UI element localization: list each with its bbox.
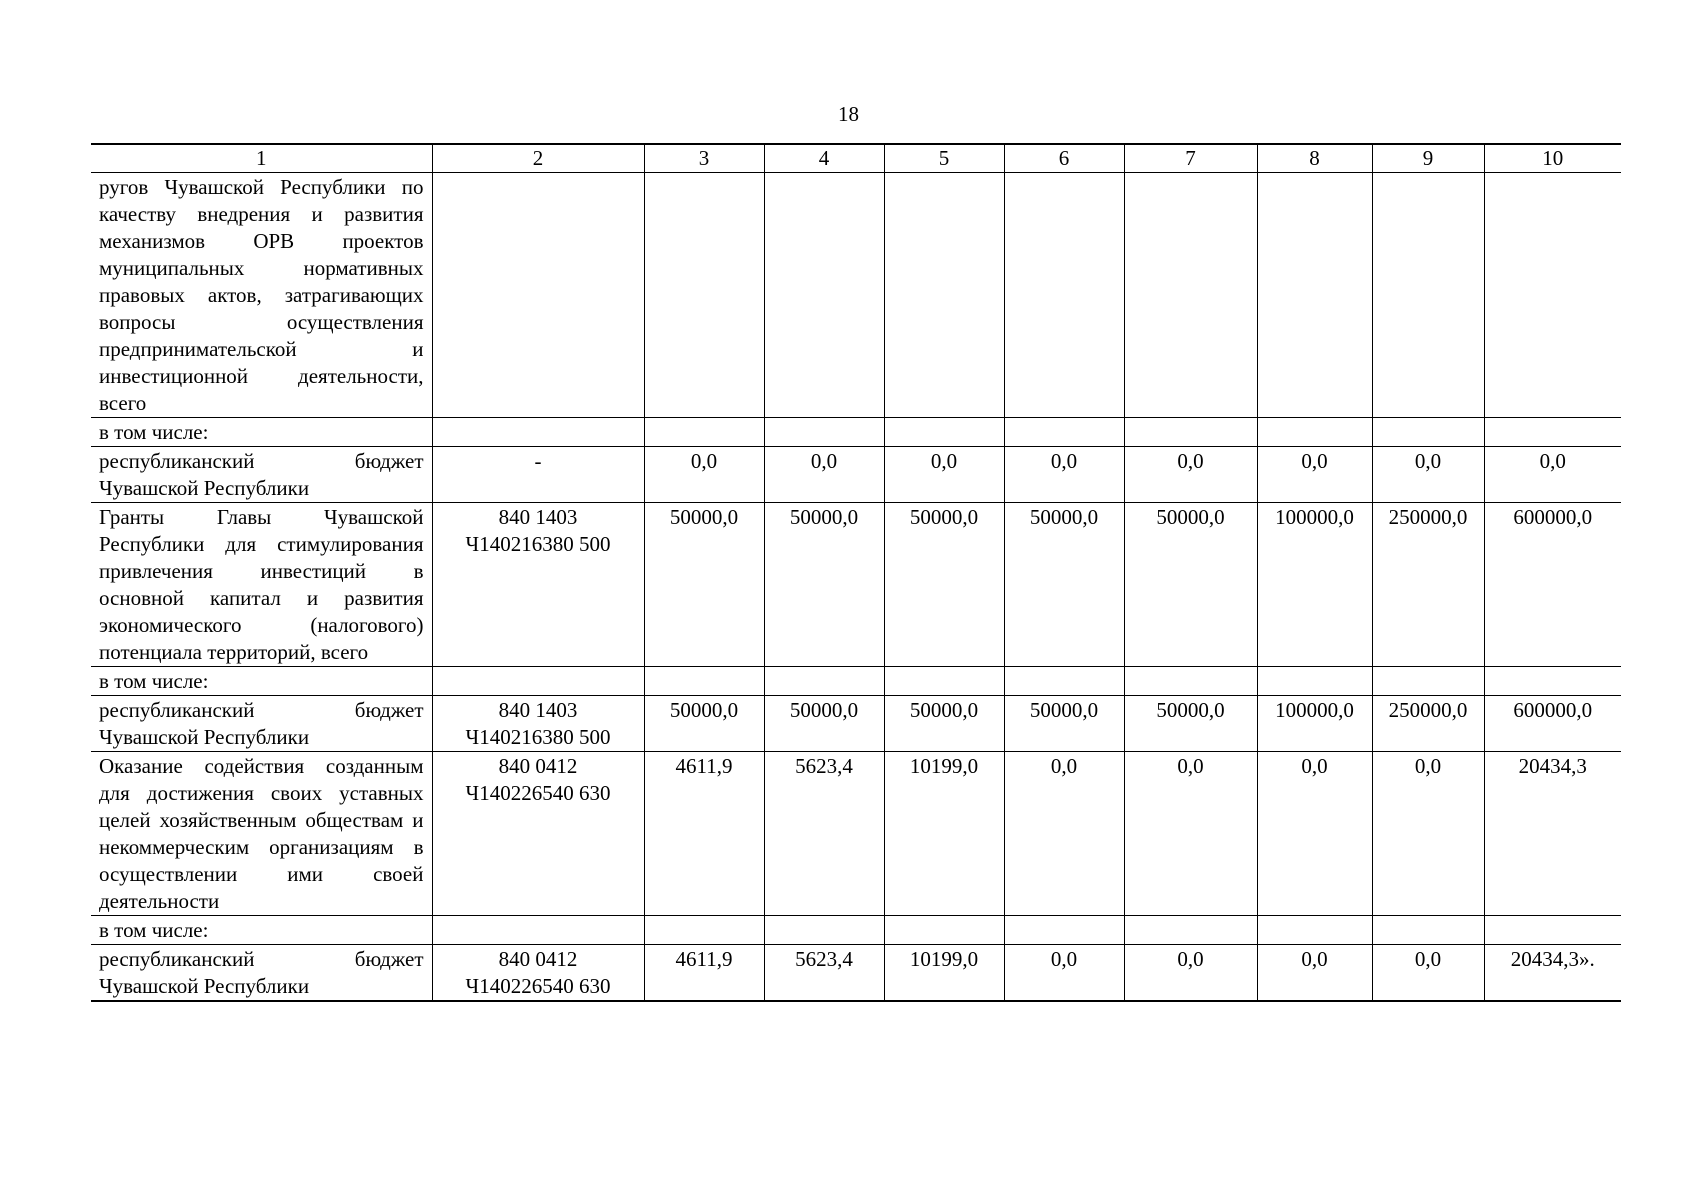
value-cell: 0,0 [884, 447, 1004, 503]
value-cell: 0,0 [1004, 447, 1124, 503]
value-cell: 50000,0 [1124, 696, 1257, 752]
budget-code [432, 916, 644, 945]
row-description: республиканский бюджет Чувашской Республики [91, 696, 432, 752]
value-cell: 50000,0 [764, 503, 884, 667]
value-cell [1124, 173, 1257, 418]
value-cell: 250000,0 [1372, 503, 1484, 667]
value-cell: 100000,0 [1257, 696, 1372, 752]
value-cell: 600000,0 [1484, 696, 1621, 752]
table-row [91, 173, 1621, 418]
budget-code: 840 0412 Ч140226540 630 [432, 945, 644, 1002]
row-description: Оказание содействия созданным для достижения своих уставных целей хозяйственным обществам и некоммерческим организациям в осуществлении ими своей деятельности [91, 752, 432, 916]
value-cell: 0,0 [1372, 447, 1484, 503]
value-cell [884, 667, 1004, 696]
value-cell: 0,0 [1372, 945, 1484, 1002]
value-cell: 100000,0 [1257, 503, 1372, 667]
value-cell [764, 667, 884, 696]
value-cell: 0,0 [644, 447, 764, 503]
budget-code [432, 173, 644, 418]
value-cell: 0,0 [1257, 945, 1372, 1002]
table-row [91, 696, 1621, 752]
table-row [91, 503, 1621, 667]
table-row [91, 752, 1621, 916]
value-cell [644, 418, 764, 447]
table-row [91, 945, 1621, 1002]
row-description: республиканский бюджет Чувашской Республики [91, 447, 432, 503]
value-cell [1372, 916, 1484, 945]
value-cell [1484, 418, 1621, 447]
value-cell [1257, 173, 1372, 418]
value-cell: 0,0 [1484, 447, 1621, 503]
value-cell [764, 418, 884, 447]
table-row [91, 447, 1621, 503]
value-cell: 0,0 [1004, 752, 1124, 916]
value-cell: 0,0 [1257, 447, 1372, 503]
row-description: в том числе: [91, 916, 432, 945]
value-cell [1004, 667, 1124, 696]
column-header: 4 [764, 144, 884, 173]
value-cell: 50000,0 [884, 503, 1004, 667]
column-header: 7 [1124, 144, 1257, 173]
value-cell: 50000,0 [1124, 503, 1257, 667]
value-cell: 0,0 [1004, 945, 1124, 1002]
value-cell [1124, 418, 1257, 447]
value-cell: 10199,0 [884, 945, 1004, 1002]
value-cell: 5623,4 [764, 945, 884, 1002]
value-cell [1004, 418, 1124, 447]
value-cell: 20434,3». [1484, 945, 1621, 1002]
budget-code [432, 667, 644, 696]
table-row [91, 418, 1621, 447]
table-row [91, 667, 1621, 696]
value-cell [644, 667, 764, 696]
value-cell [1257, 667, 1372, 696]
column-header: 3 [644, 144, 764, 173]
column-header: 6 [1004, 144, 1124, 173]
row-description: Гранты Главы Чувашской Республики для стимулирования привлечения инвестиций в основной капитал и развития экономического (налогового) потенциала территорий, всего [91, 503, 432, 667]
row-description: ругов Чувашской Республики по качеству внедрения и развития механизмов ОРВ проектов муниципальных нормативных правовых актов, затрагивающих вопросы осуществления предпринимательской и инвестиционной деятельности, всего [91, 173, 432, 418]
value-cell: 0,0 [764, 447, 884, 503]
value-cell: 600000,0 [1484, 503, 1621, 667]
column-header: 9 [1372, 144, 1484, 173]
value-cell [644, 916, 764, 945]
value-cell: 0,0 [1124, 447, 1257, 503]
value-cell [1372, 418, 1484, 447]
budget-code [432, 418, 644, 447]
value-cell [1124, 916, 1257, 945]
value-cell: 20434,3 [1484, 752, 1621, 916]
value-cell [1372, 667, 1484, 696]
value-cell [764, 916, 884, 945]
value-cell: 10199,0 [884, 752, 1004, 916]
value-cell [884, 418, 1004, 447]
value-cell [1004, 916, 1124, 945]
value-cell: 50000,0 [1004, 503, 1124, 667]
value-cell: 5623,4 [764, 752, 884, 916]
column-header: 8 [1257, 144, 1372, 173]
value-cell: 250000,0 [1372, 696, 1484, 752]
value-cell: 50000,0 [644, 696, 764, 752]
value-cell: 50000,0 [1004, 696, 1124, 752]
column-header: 2 [432, 144, 644, 173]
budget-code: - [432, 447, 644, 503]
value-cell [884, 173, 1004, 418]
value-cell: 0,0 [1257, 752, 1372, 916]
row-description: в том числе: [91, 667, 432, 696]
row-description: республиканский бюджет Чувашской Республики [91, 945, 432, 1002]
value-cell [1124, 667, 1257, 696]
value-cell [644, 173, 764, 418]
value-cell: 0,0 [1372, 752, 1484, 916]
value-cell [1257, 916, 1372, 945]
value-cell: 50000,0 [884, 696, 1004, 752]
budget-table [91, 143, 1621, 1002]
value-cell: 0,0 [1124, 752, 1257, 916]
budget-code: 840 0412 Ч140226540 630 [432, 752, 644, 916]
column-header: 1 [91, 144, 432, 173]
column-header: 10 [1484, 144, 1621, 173]
value-cell [1372, 173, 1484, 418]
value-cell: 0,0 [1124, 945, 1257, 1002]
value-cell [884, 916, 1004, 945]
value-cell [764, 173, 884, 418]
budget-code: 840 1403 Ч140216380 500 [432, 696, 644, 752]
value-cell: 4611,9 [644, 752, 764, 916]
value-cell [1484, 667, 1621, 696]
value-cell [1004, 173, 1124, 418]
column-number-row [91, 144, 1621, 173]
page-number: 18 [838, 102, 859, 126]
column-header: 5 [884, 144, 1004, 173]
value-cell: 50000,0 [764, 696, 884, 752]
value-cell [1484, 173, 1621, 418]
table-row [91, 916, 1621, 945]
value-cell: 4611,9 [644, 945, 764, 1002]
budget-code: 840 1403 Ч140216380 500 [432, 503, 644, 667]
row-description: в том числе: [91, 418, 432, 447]
value-cell: 50000,0 [644, 503, 764, 667]
value-cell [1257, 418, 1372, 447]
value-cell [1484, 916, 1621, 945]
